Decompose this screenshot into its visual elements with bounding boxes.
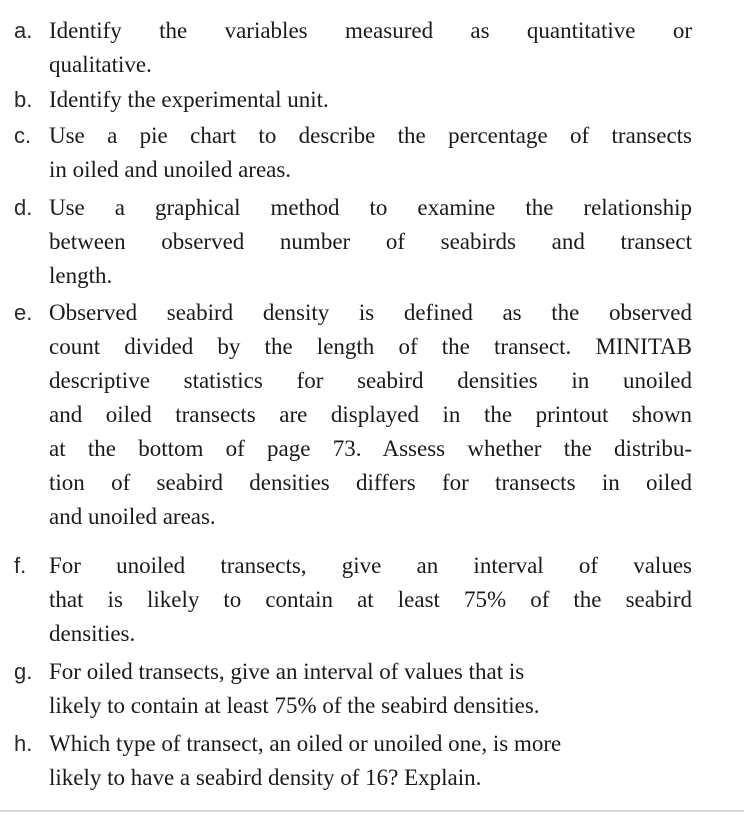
item-line: at the bottom of page 73. Assess whether the distribu- — [49, 436, 692, 461]
item-line: Use a pie chart to describe the percentage of transects — [49, 123, 692, 148]
item-line: likely to contain at least 75% of the seabird densities. — [49, 693, 540, 718]
item-line: tion of seabird densities differs for transects in oiled — [49, 470, 692, 495]
item-line: and unoiled areas. — [49, 504, 216, 529]
item-marker: a. — [14, 18, 33, 43]
item-line: count divided by the length of the transect. MINITAB — [49, 334, 692, 359]
item-line: likely to have a seabird density of 16? Explain. — [49, 765, 482, 790]
item-line: between observed number of seabirds and transect — [49, 229, 692, 254]
item-line: Observed seabird density is defined as the observed — [49, 300, 692, 325]
item-line: descriptive statistics for seabird densities in unoiled — [49, 368, 692, 393]
item-line: in oiled and unoiled areas. — [49, 157, 292, 182]
item-line: densities. — [49, 621, 136, 646]
item-marker: e. — [14, 300, 33, 325]
item-marker: d. — [14, 195, 33, 220]
item-line: that is likely to contain at least 75% of the seabird — [49, 587, 692, 612]
item-line: Identify the experimental unit. — [49, 87, 329, 112]
item-line: Identify the variables measured as quantitative or — [49, 18, 692, 43]
item-line: qualitative. — [49, 52, 152, 77]
item-marker: h. — [14, 731, 33, 756]
item-line: length. — [49, 263, 113, 288]
item-marker: c. — [14, 123, 32, 148]
item-line: For unoiled transects, give an interval of values — [49, 553, 692, 578]
item-line: Which type of transect, an oiled or unoiled one, is more — [49, 731, 562, 756]
item-line: Use a graphical method to examine the relationship — [49, 195, 692, 220]
page-bottom-divider — [0, 810, 744, 812]
item-marker: b. — [14, 87, 33, 112]
item-line: and oiled transects are displayed in the printout shown — [49, 402, 692, 427]
item-marker: f. — [14, 553, 27, 578]
item-marker: g. — [14, 659, 33, 684]
item-line: For oiled transects, give an interval of values that is — [49, 659, 525, 684]
